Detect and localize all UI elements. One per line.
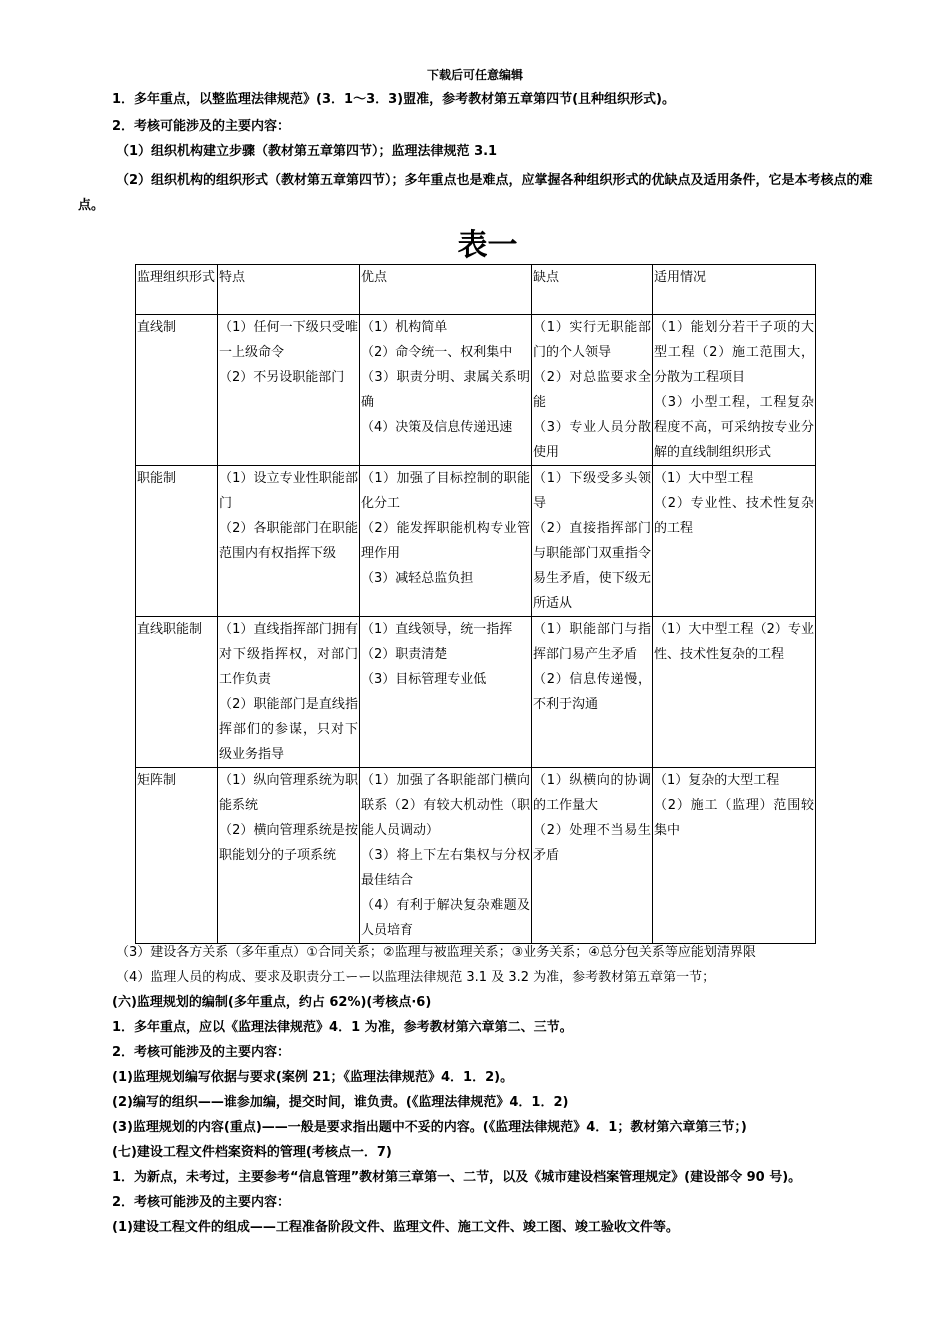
advantage-item: （3）减轻总监负担 bbox=[361, 571, 474, 586]
row-name: 职能制 bbox=[136, 466, 218, 617]
applicable-item: （1）能划分若干子项的大型工程（2）施工范围大，分散为工程项目 bbox=[654, 320, 814, 385]
section-6-heading: (六)监理规划的编制(多年重点，约占 62%)(考核点·6) bbox=[112, 995, 432, 1010]
organization-form-table bbox=[135, 264, 816, 944]
table-row bbox=[136, 768, 816, 944]
staff-line: （4）监理人员的构成、要求及职责分工ーー以监理法律规范 3.1 及 3.2 为准，参考教材第五章第一节； bbox=[116, 970, 716, 985]
section-6-item-3: (3)监理规划的内容(重点)——一般是要求指出题中不妥的内容。(《监理法律规范》4．1；教材第六章第三节；) bbox=[112, 1120, 747, 1135]
row-name: 直线职能制 bbox=[136, 617, 218, 768]
row-applicable bbox=[653, 315, 816, 466]
section-6-point-2: 2．考核可能涉及的主要内容： bbox=[112, 1045, 291, 1060]
feature-item: （2）不另设职能部门 bbox=[219, 370, 345, 385]
row-features bbox=[218, 617, 360, 768]
applicable-item: （2）施工（监理）范围较集中 bbox=[654, 798, 814, 838]
disadvantage-item: （1）职能部门与指挥部门易产生矛盾 bbox=[533, 622, 651, 662]
disadvantage-item: （1）下级受多头领导 bbox=[533, 471, 651, 511]
disadvantage-item: （2）对总监要求全能 bbox=[533, 370, 651, 410]
advantage-item: （3）将上下左右集权与分权最佳结合 bbox=[361, 848, 530, 888]
section-7-heading: (七)建设工程文件档案资料的管理(考核点一．7) bbox=[112, 1145, 392, 1160]
row-disadvantages bbox=[532, 768, 653, 944]
advantage-item: （2）能发挥职能机构专业管理作用 bbox=[361, 521, 530, 561]
disadvantage-item: （1）实行无职能部门的个人领导 bbox=[533, 320, 651, 360]
advantage-item: （3）职责分明、隶属关系明确 bbox=[361, 370, 530, 410]
page-header: 下载后可任意编辑 bbox=[426, 68, 523, 82]
row-applicable bbox=[653, 768, 816, 944]
table-row bbox=[136, 315, 816, 466]
intro-point-1: 1．多年重点，以整监理法律规范》(3．1～3．3)盟准，参考教材第五章第四节(且种组织形式)。 bbox=[112, 92, 675, 107]
disadvantage-item: （2）处理不当易生矛盾 bbox=[533, 823, 651, 863]
applicable-item: （1）大中型工程 bbox=[654, 471, 754, 486]
disadvantage-item: （2）信息传递慢，不利于沟通 bbox=[533, 672, 651, 712]
intro-point-4: （2）组织机构的组织形式（教材第五章第四节）；多年重点也是难点，应掌握各种组织形式的优缺点及适用条件，它是本考核点的难点。 bbox=[78, 173, 873, 213]
row-features bbox=[218, 768, 360, 944]
advantage-item: （1）加强了目标控制的职能化分工 bbox=[361, 471, 530, 511]
row-disadvantages bbox=[532, 466, 653, 617]
row-applicable bbox=[653, 466, 816, 617]
advantage-item: （2）职责清楚 bbox=[361, 647, 448, 662]
intro-point-3: （1）组织机构建立步骤（教材第五章第四节）；监理法律规范 3.1 bbox=[116, 144, 498, 159]
header-applicable: 适用情况 bbox=[653, 265, 816, 315]
section-6-item-1: (1)监理规划编写依据与要求(案例 21；《监理法律规范》4．1．2)。 bbox=[112, 1070, 514, 1085]
table-title: 表一 bbox=[457, 228, 518, 263]
feature-item: （1）纵向管理系统为职能系统 bbox=[219, 773, 358, 813]
section-7-point-2: 2．考核可能涉及的主要内容： bbox=[112, 1195, 291, 1210]
advantage-item: （2）命令统一、权利集中 bbox=[361, 345, 513, 360]
row-advantages bbox=[360, 617, 532, 768]
header-advantages: 优点 bbox=[360, 265, 532, 315]
advantage-item: （1）加强了各职能部门横向联系（2）有较大机动性（职能人员调动） bbox=[361, 773, 530, 838]
section-6-item-2: (2)编写的组织——谁参加编，提交时间，谁负责。(《监理法律规范》4．1．2) bbox=[112, 1095, 569, 1110]
section-7-point-1: 1．为新点，未考过，主要参考“信息管理”教材第三章第一、二节，以及《城市建设档案管理规定》(建设部令 90 号)。 bbox=[112, 1170, 802, 1185]
advantage-item: （4）决策及信息传递迅速 bbox=[361, 420, 513, 435]
disadvantage-item: （1）纵横向的协调的工作量大 bbox=[533, 773, 651, 813]
advantage-item: （1）机构简单 bbox=[361, 320, 448, 335]
row-disadvantages bbox=[532, 617, 653, 768]
applicable-item: （3）小型工程，工程复杂程度不高，可采纳按专业分解的直线制组织形式 bbox=[654, 395, 814, 460]
header-features: 特点 bbox=[218, 265, 360, 315]
feature-item: （2）职能部门是直线指挥部们的参谋，只对下级业务指导 bbox=[219, 697, 358, 762]
row-name: 直线制 bbox=[136, 315, 218, 466]
row-advantages bbox=[360, 315, 532, 466]
row-advantages bbox=[360, 466, 532, 617]
row-applicable bbox=[653, 617, 816, 768]
row-disadvantages bbox=[532, 315, 653, 466]
section-6-point-1: 1．多年重点，应以《监理法律规范》4．1 为准，参考教材第六章第二、三节。 bbox=[112, 1020, 573, 1035]
row-features bbox=[218, 315, 360, 466]
row-name: 矩阵制 bbox=[136, 768, 218, 944]
advantage-item: （3）目标管理专业低 bbox=[361, 672, 487, 687]
relation-line: （3）建设各方关系（多年重点）①合同关系；②监理与被监理关系；③业务关系；④总分包关系等应能划清界限 bbox=[116, 945, 756, 960]
header-disadvantages: 缺点 bbox=[532, 265, 653, 315]
row-advantages bbox=[360, 768, 532, 944]
feature-item: （1）直线指挥部门拥有对下级指挥权，对部门工作负责 bbox=[219, 622, 358, 687]
disadvantage-item: （3）专业人员分散使用 bbox=[533, 420, 651, 460]
applicable-item: （2）专业性、技术性复杂的工程 bbox=[654, 496, 814, 536]
applicable-item: （1）大中型工程（2）专业性、技术性复杂的工程 bbox=[654, 622, 814, 662]
section-7-item-1: (1)建设工程文件的组成——工程准备阶段文件、监理文件、施工文件、竣工图、竣工验收文件等。 bbox=[112, 1220, 679, 1235]
header-form: 监理组织形式 bbox=[136, 265, 218, 315]
feature-item: （2）各职能部门在职能范围内有权指挥下级 bbox=[219, 521, 358, 561]
row-features bbox=[218, 466, 360, 617]
applicable-item: （1）复杂的大型工程 bbox=[654, 773, 780, 788]
advantage-item: （4）有利于解决复杂难题及人员培育 bbox=[361, 898, 530, 938]
feature-item: （2）横向管理系统是按职能划分的子项系统 bbox=[219, 823, 358, 863]
feature-item: （1）任何一下级只受唯一上级命令 bbox=[219, 320, 358, 360]
feature-item: （1）设立专业性职能部门 bbox=[219, 471, 358, 511]
table-row bbox=[136, 466, 816, 617]
advantage-item: （1）直线领导，统一指挥 bbox=[361, 622, 513, 637]
table-header-row bbox=[136, 265, 816, 315]
intro-point-2: 2．考核可能涉及的主要内容： bbox=[112, 119, 291, 134]
table-row bbox=[136, 617, 816, 768]
disadvantage-item: （2）直接指挥部门与职能部门双重指令易生矛盾，使下级无所适从 bbox=[533, 521, 651, 611]
